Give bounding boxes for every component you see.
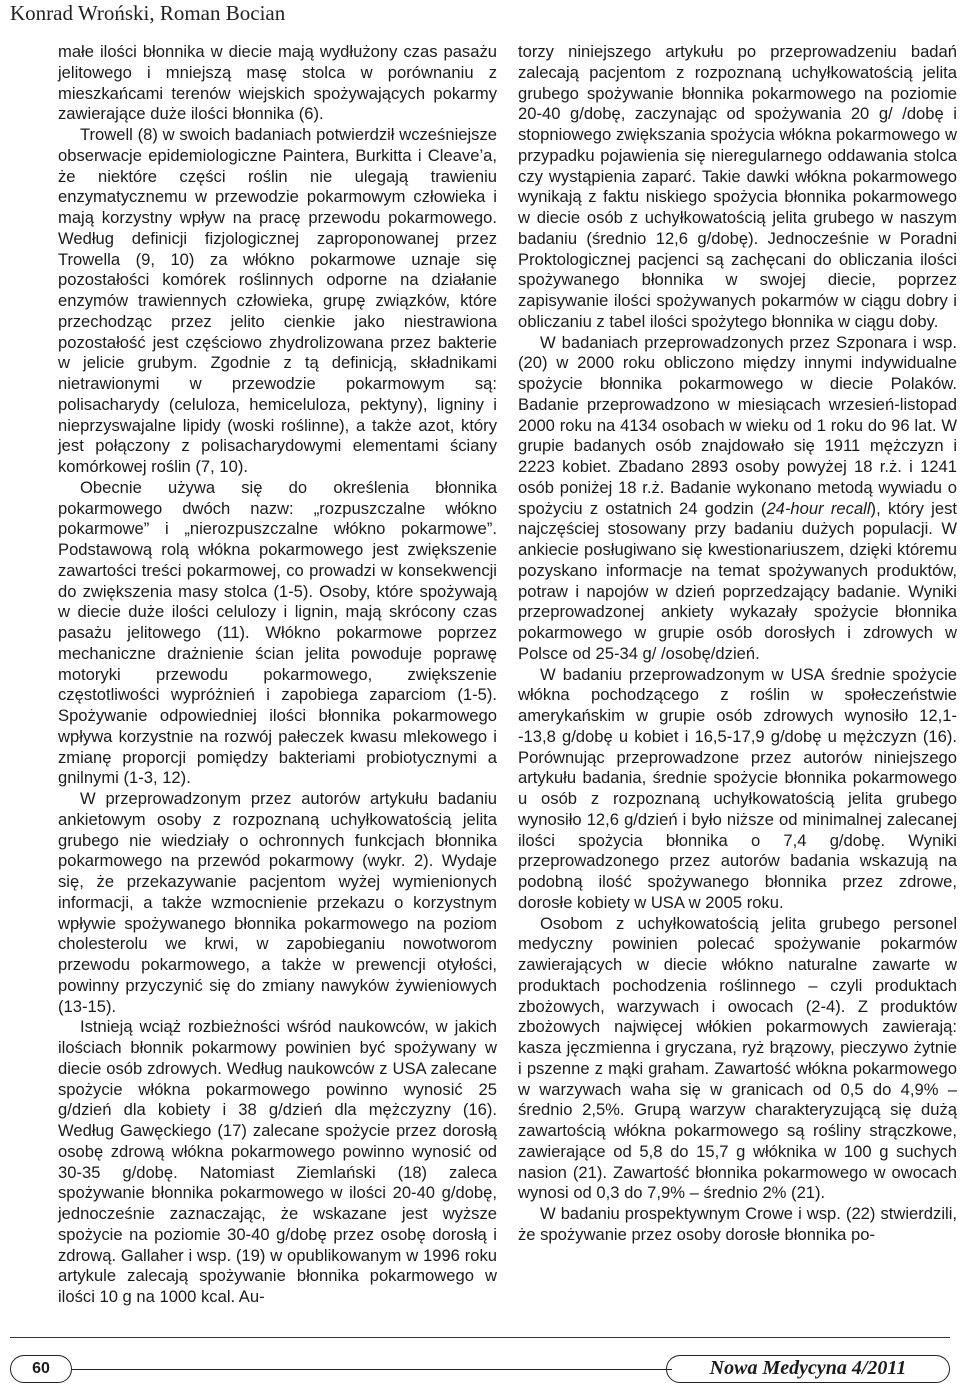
paragraph-text: W badaniach przeprowadzonych przez Szponara i wsp. (20) w 2000 roku obliczono między innymi indywidualne spożycie błonnika pokarmowego w diecie Polaków. Badanie przeprowadzono w miesiącach wrzesień-listopad 2000 roku na 4134 osobach w wieku od 1 roku do 96 lat. W grupie badanych osób znajdowało się 1911 mężczyzn i 2223 kobiet. Zbadano 2893 osoby powyżej 18 r.ż. i 1241 osób poniżej 18 r.ż. Badanie wykonano metodą wywiadu o spożyciu z ostatnich 24 godzin ( — [518, 332, 957, 518]
paragraph: Trowell (8) w swoich badaniach potwierdził wcześniejsze obserwacje epidemiologiczne Paintera, Burkitta i Cleave’a, że niektóre części roślin nie ulegają trawieniu enzymatycznemu w przewodzie pokarmowym człowieka i mają korzystny wpływ na pracę przewodu pokarmowego. Według definicji fizjologicznej zaproponowanej przez Trowella (9, 10) za włókno pokarmowe uznaje się pozostałości komórek roślinnych odporne na działanie enzymów trawiennych człowieka, grupę związków, które przechodząc przez jelito cienkie jako niestrawiona pozostałość jest częściowo zhydrolizowana przez bakterie w jelicie grubym. Zgodnie z tą definicją, składnikami nietrawionymi w przewodzie pokarmowym są: polisacharydy (celuloza, hemiceluloza, pektyny), ligniny i nieprzyswajalne lipidy (woski roślinne), a także azot, który jest połączony z polisacharydowymi elementami ściany komórkowej roślin (7, 10). — [58, 125, 497, 476]
paragraph: Istnieją wciąż rozbieżności wśród naukowców, w jakich ilościach błonnik pokarmowy powinien być spożywany w diecie osób zdrowych. Według naukowców z USA zalecane spożycie włókna pokarmowego powinno wynosić 25 g/dzień dla kobiety i 38 g/dzień dla mężczyzny (16). Według Gawęckiego (17) zalecane spożycie przez dorosłą osobę zdrową włókna pokarmowego powinno wynosić od 30-35 g/dobę. Natomiast Ziemlański (18) zaleca spożywanie błonnika pokarmowego w ilości 20-40 g/dobę, jednocześnie zaznaczając, że wskazane jest wyższe spożycie na poziomie 30-40 g/dobę przez osobę dorosłą i zdrową. Gallaher i wsp. (19) w opublikowanym w 1996 roku artykule zalecają spożywanie błonnika pokarmowego w ilości 10 g na 1000 kcal. Au- — [58, 1017, 497, 1306]
italic-term: 24-hour recall — [766, 498, 871, 518]
page-number: 60 — [10, 1355, 72, 1383]
paragraph-text: ), który jest najczęściej stosowany przy badaniu dużych populacji. W ankiecie posługiwano się kwestionariuszem, dzięki któremu pozyskano informacje na temat spożywanych produktów, potraw i napojów w dzień poprzedzający badanie. Wyniki przeprowadzonej ankiety wykazały spożycie błonnika pokarmowego w grupie osób dorosłych i zdrowych w Polsce od 25-34 g/ /osobę/dzień. — [518, 498, 957, 663]
paragraph: Osobom z uchyłkowatością jelita grubego personel medyczny powinien polecać spożywanie pokarmów zawierających w diecie włókno naturalne zawarte w produktach pochodzenia roślinnego – czyli produktach zbożowych, warzywach i owocach (2-4). Z produktów zbożowych najwięcej włókien pokarmowych zawierają: kasza jęczmienna i gryczana, ryż brązowy, pieczywo żytnie i pszenne z mąki graham. Zawartość włókna pokarmowego w warzywach waha się w granicach od 0,5 do 4,9% – średnio 2,5%. Grupą warzyw charakteryzującą się dużą zawartością włókna pokarmowego są rośliny strączkowe, zawierające od 5,8 do 15,7 g włóknika w 100 g suchych nasion (21). Zawartość błonnika pokarmowego w owocach wynosi od 0,3 do 7,9% – średnio 2% (21). — [518, 913, 957, 1203]
paragraph — [518, 333, 957, 665]
footer-rule — [10, 1337, 950, 1338]
paragraph: W badaniu prospektywnym Crowe i wsp. (22) stwierdzili, że spożywanie przez osoby dorosłe błonnika po- — [518, 1204, 957, 1244]
paragraph: małe ilości błonnika w diecie mają wydłużony czas pasażu jelitowego i mniejszą masę stolca w porównaniu z mieszkańcami terenów wiejskich spożywających pokarmy zawierające duże ilości błonnika (6). — [58, 42, 497, 124]
paragraph: Obecnie używa się do określenia błonnika pokarmowego dwóch nazw: „rozpuszczalne włókno pokarmowe” i „nierozpuszczalne włókno pokarmowe”. Podstawową rolą włókna pokarmowego jest zwiększenie zawartości treści pokarmowej, co prowadzi w konsekwencji do zwiększenia masy stolca (1-5). Osoby, które spożywają w diecie duże ilości celulozy i lignin, mają skrócony czas pasażu jelitowego (11). Włókno pokarmowe poprzez mechaniczne drażnienie ścian jelita powoduje poprawę motoryki przewodu pokarmowego, zwiększenie częstotliwości wypróżnień i zapobiega zaparciom (1-5). Spożywanie odpowiedniej ilości błonnika pokarmowego wpływa korzystnie na rozwój pałeczek kwasu mlekowego i zmianę proporcji pomiędzy bakteriami probiotycznymi a gnilnymi (1-3, 12). — [58, 477, 497, 788]
right-column — [518, 42, 957, 1246]
footer-line — [72, 1369, 672, 1370]
left-column — [58, 42, 497, 1308]
paragraph: W badaniu przeprowadzonym w USA średnie spożycie włókna pochodzącego z roślin w społeczeństwie amerykańskim w grupie osób zdrowych wynosiło 12,1- -13,8 g/dobę u kobiet i 16,5-17,9 g/dobę u mężczyzn (16). Porównując przeprowadzone przez autorów niniejszego artykułu badania, średnie spożycie błonnika pokarmowego u osób z rozpoznaną uchyłkowatością jelita grubego wynosiło 12,6 g/dzień i było niższe od minimalnej zalecanej ilości spożycia błonnika o 7,4 g/dobę. Wyniki przeprowadzonego przez autorów badania wskazują na podobną ilość spożywanego błonnika przez zdrowe, dorosłe kobiety w USA w 2005 roku. — [518, 664, 957, 912]
journal-name: Nowa Medycyna 4/2011 — [666, 1355, 950, 1383]
paragraph: torzy niniejszego artykułu po przeprowadzeniu badań zalecają pacjentom z rozpoznaną uchyłkowatością jelita grubego spożywanie błonnika pokarmowego na poziomie 20-40 g/dobę, zaczynając od spożywania 20 g/ /dobę i stopniowego zwiększania spożycia włókna pokarmowego w przypadku pojawienia się nieregularnego oddawania stolca czy wystąpienia zaparć. Takie dawki włókna pokarmowego wynikają z faktu niskiego spożycia błonnika pokarmowego w diecie osób z uchyłkowatością jelita grubego w naszym badaniu (średnio 12,6 g/dobę). Jednocześnie w Poradni Proktologicznej pacjenci są zachęcani do obliczania ilości spożywanego błonnika w swojej diecie, poprzez zapisywanie ilości spożywanych pokarmów w ciągu dobry i obliczaniu z tabel ilości spożytego błonnika w ciągu doby. — [518, 42, 957, 331]
running-head-authors: Konrad Wroński, Roman Bocian — [10, 1, 286, 25]
paragraph: W przeprowadzonym przez autorów artykułu badaniu ankietowym osoby z rozpoznaną uchyłkowatością jelita grubego nie wiedziały o ochronnych funkcjach błonnika pokarmowego na przewód pokarmowy (wykr. 2). Wydaje się, że przekazywanie pacjentom wyżej wymienionych informacji, a także wzmocnienie przekazu o korzystnym wpływie spożywanego błonnika pokarmowego na poziom cholesterolu we krwi, w zapobieganiu nowotworom przewodu pokarmowego, a także w prewencji otyłości, powinny przyczynić się do zmiany nawyków żywieniowych (13-15). — [58, 789, 497, 1016]
